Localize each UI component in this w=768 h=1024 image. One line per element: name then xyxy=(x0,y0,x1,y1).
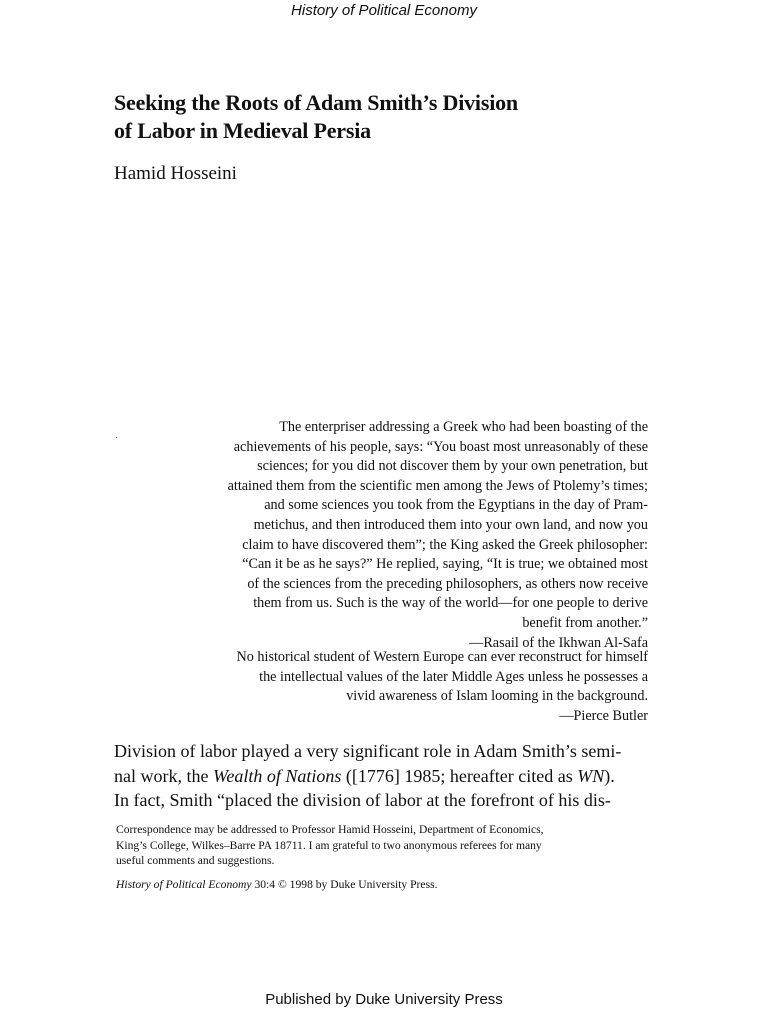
copyright-journal-name: History of Political Economy xyxy=(116,878,252,891)
body-line xyxy=(114,764,654,789)
running-header: History of Political Economy xyxy=(291,2,477,19)
body-line: Division of labor played a very significant role in Adam Smith’s semi- xyxy=(114,741,622,761)
epigraph-line: vivid awareness of Islam looming in the background. xyxy=(346,688,648,705)
epigraph-line: claim to have discovered them”; the King asked the Greek philosopher: xyxy=(242,536,648,553)
footnote-line: useful comments and suggestions. xyxy=(116,854,275,868)
title-line: of Labor in Medieval Persia xyxy=(114,118,371,143)
article-author: Hamid Hosseini xyxy=(114,163,237,184)
title-line: Seeking the Roots of Adam Smith’s Division xyxy=(114,90,518,115)
book-title-wealth-of-nations: Wealth of Nations xyxy=(212,765,342,786)
correspondence-footnote xyxy=(116,822,656,869)
body-paragraph xyxy=(114,739,654,813)
epigraph-line: metichus, and then introduced them into your own land, and now you xyxy=(253,516,648,533)
epigraph-attribution: —Pierce Butler xyxy=(559,707,648,724)
epigraph-line: the intellectual values of the later Middle Ages unless he possesses a xyxy=(259,668,648,685)
epigraph-line: The enterpriser addressing a Greek who had been boasting of the xyxy=(279,419,648,435)
body-text-run: nal work, the xyxy=(114,765,213,786)
epigraph-ikhwan xyxy=(128,418,648,653)
scan-speck xyxy=(116,437,117,438)
epigraph-line: “Can it be as he says?” He replied, saying, “It is true; we obtained most xyxy=(242,556,648,573)
epigraph-line: No historical student of Western Europe can ever reconstruct for himself xyxy=(236,649,648,665)
epigraph-line: and some sciences you took from the Egyptians in the day of Pram- xyxy=(264,497,648,514)
article-title xyxy=(114,89,674,145)
body-text-run: ). xyxy=(604,765,615,786)
abbreviation-wn: WN xyxy=(577,765,605,786)
epigraph-line: achievements of his people, says: “You boast most unreasonably of these xyxy=(233,438,648,455)
epigraph-butler xyxy=(128,648,648,726)
footnote-line: Correspondence may be addressed to Professor Hamid Hosseini, Department of Economics, xyxy=(116,823,544,836)
body-line: In fact, Smith “placed the division of labor at the forefront of his dis- xyxy=(114,790,611,810)
epigraph-line: them from us. Such is the way of the world—for one people to derive xyxy=(253,595,648,612)
epigraph-line: of the sciences from the preceding philosophers, as others now receive xyxy=(247,575,648,592)
copyright-line xyxy=(116,877,438,893)
epigraph-attribution: —Rasail of the Ikhwan Al-Safa xyxy=(469,634,648,651)
body-text-run: ([1776] 1985; hereafter cited as xyxy=(341,765,578,786)
epigraph-line: attained them from the scientific men among the Jews of Ptolemy’s times; xyxy=(227,477,648,494)
epigraph-line: benefit from another.” xyxy=(522,614,648,631)
copyright-details: 30:4 © 1998 by Duke University Press. xyxy=(251,878,438,891)
footnote-line: King’s College, Wilkes–Barre PA 18711. I am grateful to two anonymous referees for many xyxy=(116,838,542,852)
epigraph-line: sciences; for you did not discover them by your own penetration, but xyxy=(257,458,648,475)
publisher-footer: Published by Duke University Press xyxy=(265,991,503,1008)
